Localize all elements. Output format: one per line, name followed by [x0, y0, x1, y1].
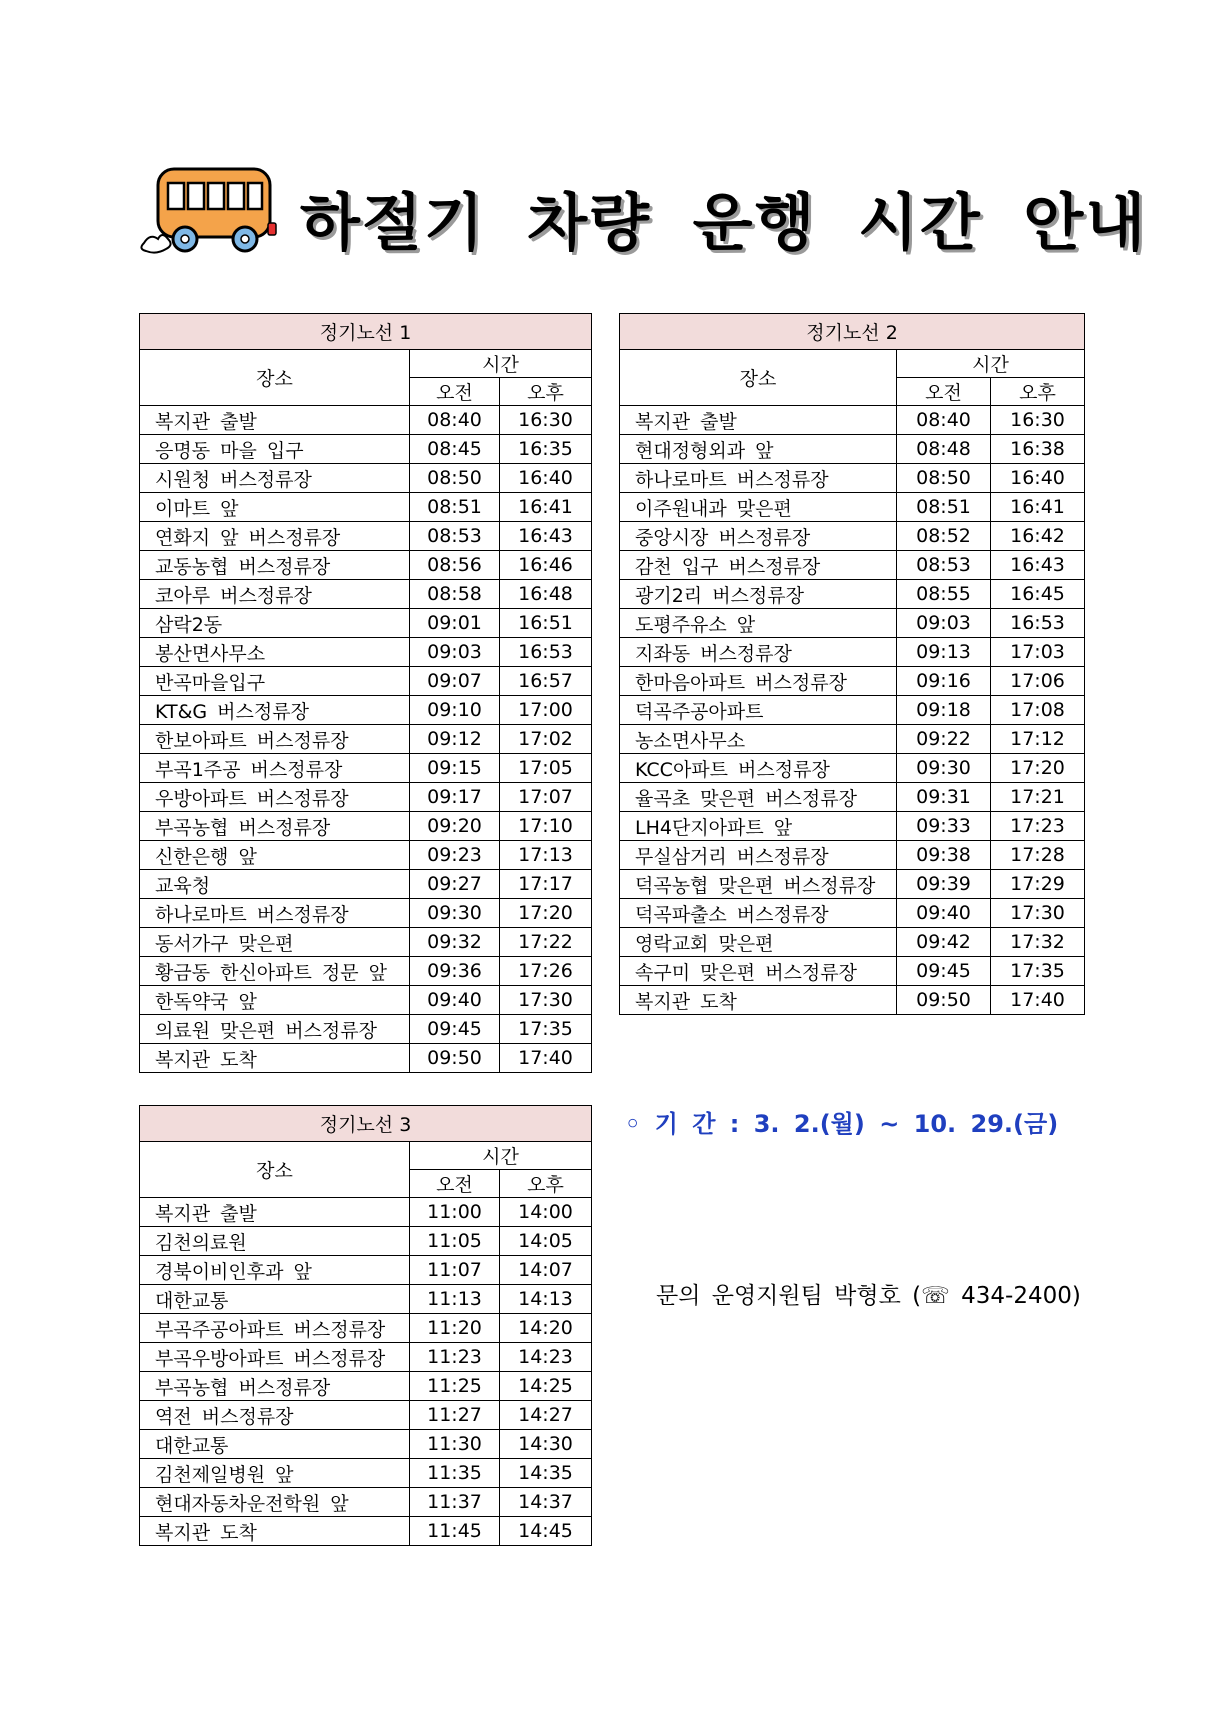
stop-place: 덕곡주공아파트 — [620, 696, 897, 725]
table-row — [140, 783, 592, 812]
pm-time: 17:35 — [991, 957, 1085, 986]
table-row — [140, 406, 592, 435]
stop-place: 무실삼거리 버스정류장 — [620, 841, 897, 870]
stop-place: 대한교통 — [140, 1430, 410, 1459]
table-row — [620, 493, 1085, 522]
route-table-1 — [139, 313, 592, 1073]
pm-time: 16:51 — [500, 609, 592, 638]
pm-time: 17:12 — [991, 725, 1085, 754]
table-row — [620, 667, 1085, 696]
stop-place: 김천제일병원 앞 — [140, 1459, 410, 1488]
stop-place: 삼락2동 — [140, 609, 410, 638]
am-time: 09:42 — [897, 928, 991, 957]
table-row — [620, 551, 1085, 580]
pm-time: 17:06 — [991, 667, 1085, 696]
am-time: 09:16 — [897, 667, 991, 696]
pm-time: 17:40 — [991, 986, 1085, 1015]
table-row — [140, 493, 592, 522]
am-time: 09:27 — [410, 870, 500, 899]
pm-time: 17:32 — [991, 928, 1085, 957]
stop-place: 부곡농협 버스정류장 — [140, 812, 410, 841]
table-row — [140, 1459, 592, 1488]
am-time: 09:17 — [410, 783, 500, 812]
table-row — [140, 1227, 592, 1256]
pm-time: 14:30 — [500, 1430, 592, 1459]
pm-time: 17:35 — [500, 1015, 592, 1044]
stop-place: 이마트 앞 — [140, 493, 410, 522]
stop-place: 응명동 마을 입구 — [140, 435, 410, 464]
stop-place: 대한교통 — [140, 1285, 410, 1314]
am-time: 11:27 — [410, 1401, 500, 1430]
place-header: 장소 — [140, 350, 410, 406]
pm-time: 14:20 — [500, 1314, 592, 1343]
am-time: 08:51 — [897, 493, 991, 522]
am-time: 08:53 — [897, 551, 991, 580]
am-header: 오전 — [410, 1170, 500, 1198]
route-stops — [140, 1198, 592, 1546]
pm-time: 17:10 — [500, 812, 592, 841]
pm-time: 14:05 — [500, 1227, 592, 1256]
am-time: 11:07 — [410, 1256, 500, 1285]
stop-place: 부곡1주공 버스정류장 — [140, 754, 410, 783]
place-header: 장소 — [140, 1142, 410, 1198]
stop-place: 이주원내과 맞은편 — [620, 493, 897, 522]
contact-info: 문의 운영지원팀 박형호 (☏ 434-2400) — [656, 1283, 1081, 1309]
table-row — [140, 1314, 592, 1343]
table-row — [140, 696, 592, 725]
stop-place: 신한은행 앞 — [140, 841, 410, 870]
pm-time: 14:37 — [500, 1488, 592, 1517]
stop-place: KCC아파트 버스정류장 — [620, 754, 897, 783]
table-row — [140, 841, 592, 870]
table-row — [620, 696, 1085, 725]
pm-time: 16:43 — [991, 551, 1085, 580]
pm-header: 오후 — [991, 378, 1085, 406]
table-row — [620, 870, 1085, 899]
am-time: 09:10 — [410, 696, 500, 725]
table-row — [140, 1256, 592, 1285]
route-name: 정기노선 3 — [140, 1106, 592, 1142]
pm-time: 17:20 — [991, 754, 1085, 783]
am-time: 09:36 — [410, 957, 500, 986]
table-row — [140, 667, 592, 696]
stop-place: 한독약국 앞 — [140, 986, 410, 1015]
am-time: 09:45 — [897, 957, 991, 986]
am-time: 08:45 — [410, 435, 500, 464]
pm-time: 16:43 — [500, 522, 592, 551]
pm-time: 14:27 — [500, 1401, 592, 1430]
pm-time: 17:20 — [500, 899, 592, 928]
table-row — [140, 928, 592, 957]
route-name: 정기노선 1 — [140, 314, 592, 350]
bus-icon — [140, 165, 280, 260]
am-time: 09:50 — [897, 986, 991, 1015]
pm-time: 17:00 — [500, 696, 592, 725]
stop-place: 부곡주공아파트 버스정류장 — [140, 1314, 410, 1343]
am-time: 09:20 — [410, 812, 500, 841]
am-header: 오전 — [410, 378, 500, 406]
pm-time: 16:38 — [991, 435, 1085, 464]
pm-time: 17:22 — [500, 928, 592, 957]
stop-place: 율곡초 맞은편 버스정류장 — [620, 783, 897, 812]
am-time: 09:30 — [410, 899, 500, 928]
operation-period: ◦ 기 간 : 3. 2.(월) ~ 10. 29.(금) — [625, 1110, 1059, 1138]
pm-time: 17:30 — [500, 986, 592, 1015]
stop-place: 우방아파트 버스정류장 — [140, 783, 410, 812]
pm-time: 17:03 — [991, 638, 1085, 667]
table-row — [620, 899, 1085, 928]
pm-time: 14:00 — [500, 1198, 592, 1227]
stop-place: KT&G 버스정류장 — [140, 696, 410, 725]
table-row — [140, 754, 592, 783]
stop-place: 복지관 도착 — [620, 986, 897, 1015]
pm-time: 17:30 — [991, 899, 1085, 928]
pm-time: 14:25 — [500, 1372, 592, 1401]
am-time: 08:40 — [410, 406, 500, 435]
am-header: 오전 — [897, 378, 991, 406]
stop-place: 부곡우방아파트 버스정류장 — [140, 1343, 410, 1372]
am-time: 08:48 — [897, 435, 991, 464]
pm-time: 16:30 — [500, 406, 592, 435]
table-row — [620, 638, 1085, 667]
am-time: 08:56 — [410, 551, 500, 580]
table-row — [620, 957, 1085, 986]
pm-time: 17:26 — [500, 957, 592, 986]
stop-place: 한보아파트 버스정류장 — [140, 725, 410, 754]
am-time: 09:03 — [410, 638, 500, 667]
stop-place: 복지관 출발 — [140, 1198, 410, 1227]
table-row — [620, 435, 1085, 464]
pm-time: 16:35 — [500, 435, 592, 464]
am-time: 09:13 — [897, 638, 991, 667]
route-stops — [620, 406, 1085, 1015]
am-time: 09:31 — [897, 783, 991, 812]
table-row — [140, 1517, 592, 1546]
pm-time: 16:57 — [500, 667, 592, 696]
pm-time: 14:45 — [500, 1517, 592, 1546]
table-row — [140, 580, 592, 609]
stop-place: 반곡마을입구 — [140, 667, 410, 696]
am-time: 09:50 — [410, 1044, 500, 1073]
stop-place: 황금동 한신아파트 정문 앞 — [140, 957, 410, 986]
stop-place: 덕곡파출소 버스정류장 — [620, 899, 897, 928]
table-row — [620, 986, 1085, 1015]
table-row — [620, 754, 1085, 783]
am-time: 09:07 — [410, 667, 500, 696]
pm-time: 16:45 — [991, 580, 1085, 609]
am-time: 11:35 — [410, 1459, 500, 1488]
pm-time: 17:07 — [500, 783, 592, 812]
route-table-2 — [619, 313, 1085, 1015]
time-header: 시간 — [897, 350, 1085, 378]
stop-place: 의료원 맞은편 버스정류장 — [140, 1015, 410, 1044]
stop-place: 하나로마트 버스정류장 — [620, 464, 897, 493]
table-row — [620, 783, 1085, 812]
pm-time: 16:48 — [500, 580, 592, 609]
stop-place: 코아루 버스정류장 — [140, 580, 410, 609]
stop-place: 봉산면사무소 — [140, 638, 410, 667]
table-row — [620, 406, 1085, 435]
pm-time: 17:05 — [500, 754, 592, 783]
pm-time: 16:53 — [500, 638, 592, 667]
place-header: 장소 — [620, 350, 897, 406]
stop-place: 복지관 도착 — [140, 1044, 410, 1073]
route-table-3 — [139, 1105, 592, 1546]
stop-place: 하나로마트 버스정류장 — [140, 899, 410, 928]
am-time: 11:23 — [410, 1343, 500, 1372]
table-row — [140, 1198, 592, 1227]
table-row — [620, 609, 1085, 638]
stop-place: 부곡농협 버스정류장 — [140, 1372, 410, 1401]
am-time: 08:55 — [897, 580, 991, 609]
pm-time: 14:23 — [500, 1343, 592, 1372]
am-time: 11:00 — [410, 1198, 500, 1227]
am-time: 09:32 — [410, 928, 500, 957]
table-row — [140, 986, 592, 1015]
am-time: 09:12 — [410, 725, 500, 754]
table-row — [140, 522, 592, 551]
am-time: 11:20 — [410, 1314, 500, 1343]
table-row — [140, 1372, 592, 1401]
stop-place: 지좌동 버스정류장 — [620, 638, 897, 667]
stop-place: 시원청 버스정류장 — [140, 464, 410, 493]
stop-place: 중앙시장 버스정류장 — [620, 522, 897, 551]
am-time: 11:45 — [410, 1517, 500, 1546]
stop-place: 현대정형외과 앞 — [620, 435, 897, 464]
pm-time: 16:46 — [500, 551, 592, 580]
table-row — [620, 812, 1085, 841]
am-time: 09:23 — [410, 841, 500, 870]
stop-place: 속구미 맞은편 버스정류장 — [620, 957, 897, 986]
stop-place: 현대자동차운전학원 앞 — [140, 1488, 410, 1517]
am-time: 09:01 — [410, 609, 500, 638]
pm-time: 17:13 — [500, 841, 592, 870]
table-row — [140, 1488, 592, 1517]
am-time: 09:30 — [897, 754, 991, 783]
stop-place: 교육청 — [140, 870, 410, 899]
stop-place: 동서가구 맞은편 — [140, 928, 410, 957]
stop-place: 도평주유소 앞 — [620, 609, 897, 638]
stop-place: 농소면사무소 — [620, 725, 897, 754]
am-time: 09:40 — [897, 899, 991, 928]
pm-header: 오후 — [500, 1170, 592, 1198]
table-row — [140, 609, 592, 638]
am-time: 11:37 — [410, 1488, 500, 1517]
pm-time: 16:41 — [500, 493, 592, 522]
table-row — [140, 435, 592, 464]
table-row — [140, 899, 592, 928]
stop-place: 덕곡농협 맞은편 버스정류장 — [620, 870, 897, 899]
pm-time: 14:13 — [500, 1285, 592, 1314]
pm-time: 16:40 — [500, 464, 592, 493]
am-time: 09:33 — [897, 812, 991, 841]
am-time: 11:13 — [410, 1285, 500, 1314]
pm-time: 16:41 — [991, 493, 1085, 522]
pm-time: 16:53 — [991, 609, 1085, 638]
am-time: 08:53 — [410, 522, 500, 551]
page-title: 하절기 차량 운행 시간 안내 — [300, 186, 1148, 259]
am-time: 09:45 — [410, 1015, 500, 1044]
stop-place: 영락교회 맞은편 — [620, 928, 897, 957]
stop-place: 복지관 출발 — [620, 406, 897, 435]
table-row — [140, 1401, 592, 1430]
stop-place: 역전 버스정류장 — [140, 1401, 410, 1430]
stop-place: 복지관 도착 — [140, 1517, 410, 1546]
am-time: 08:58 — [410, 580, 500, 609]
pm-time: 17:40 — [500, 1044, 592, 1073]
pm-time: 17:08 — [991, 696, 1085, 725]
table-row — [140, 1044, 592, 1073]
am-time: 09:38 — [897, 841, 991, 870]
stop-place: 경북이비인후과 앞 — [140, 1256, 410, 1285]
pm-time: 17:02 — [500, 725, 592, 754]
pm-time: 17:29 — [991, 870, 1085, 899]
route-name: 정기노선 2 — [620, 314, 1085, 350]
table-row — [140, 957, 592, 986]
table-row — [140, 551, 592, 580]
stop-place: 교동농협 버스정류장 — [140, 551, 410, 580]
table-row — [140, 1430, 592, 1459]
stop-place: 한마음아파트 버스정류장 — [620, 667, 897, 696]
pm-time: 16:30 — [991, 406, 1085, 435]
table-row — [140, 870, 592, 899]
pm-time: 17:28 — [991, 841, 1085, 870]
table-row — [620, 928, 1085, 957]
pm-time: 14:07 — [500, 1256, 592, 1285]
am-time: 08:52 — [897, 522, 991, 551]
am-time: 11:30 — [410, 1430, 500, 1459]
table-row — [620, 522, 1085, 551]
am-time: 08:40 — [897, 406, 991, 435]
table-row — [140, 725, 592, 754]
am-time: 09:22 — [897, 725, 991, 754]
pm-header: 오후 — [500, 378, 592, 406]
table-row — [620, 464, 1085, 493]
am-time: 08:51 — [410, 493, 500, 522]
stop-place: 광기2리 버스정류장 — [620, 580, 897, 609]
title-area — [140, 165, 1148, 265]
pm-time: 17:23 — [991, 812, 1085, 841]
stop-place: 연화지 앞 버스정류장 — [140, 522, 410, 551]
stop-place: 복지관 출발 — [140, 406, 410, 435]
am-time: 08:50 — [410, 464, 500, 493]
pm-time: 16:42 — [991, 522, 1085, 551]
am-time: 09:40 — [410, 986, 500, 1015]
stop-place: 감천 입구 버스정류장 — [620, 551, 897, 580]
am-time: 09:39 — [897, 870, 991, 899]
time-header: 시간 — [410, 350, 592, 378]
stop-place: LH4단지아파트 앞 — [620, 812, 897, 841]
am-time: 08:50 — [897, 464, 991, 493]
am-time: 11:05 — [410, 1227, 500, 1256]
table-row — [140, 812, 592, 841]
table-row — [140, 464, 592, 493]
pm-time: 17:21 — [991, 783, 1085, 812]
time-header: 시간 — [410, 1142, 592, 1170]
am-time: 09:18 — [897, 696, 991, 725]
am-time: 11:25 — [410, 1372, 500, 1401]
am-time: 09:03 — [897, 609, 991, 638]
pm-time: 14:35 — [500, 1459, 592, 1488]
route-stops — [140, 406, 592, 1073]
table-row — [620, 580, 1085, 609]
table-row — [620, 725, 1085, 754]
table-row — [620, 841, 1085, 870]
pm-time: 16:40 — [991, 464, 1085, 493]
pm-time: 17:17 — [500, 870, 592, 899]
table-row — [140, 638, 592, 667]
am-time: 09:15 — [410, 754, 500, 783]
table-row — [140, 1015, 592, 1044]
stop-place: 김천의료원 — [140, 1227, 410, 1256]
table-row — [140, 1285, 592, 1314]
table-row — [140, 1343, 592, 1372]
